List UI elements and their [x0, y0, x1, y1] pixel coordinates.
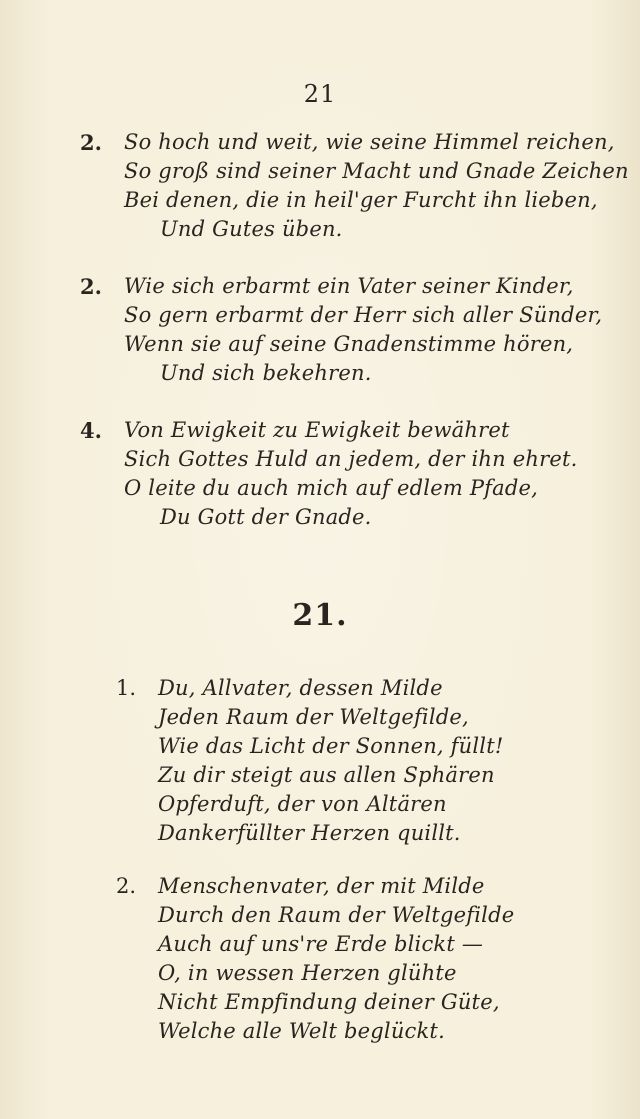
verse-line: So hoch und weit, wie seine Himmel reichen, — [124, 130, 615, 154]
verse-line: Durch den Raum der Weltgefilde — [158, 903, 515, 927]
verse-line: Opferduft, der von Altären — [158, 792, 447, 816]
verse-line: So groß sind seiner Macht und Gnade Zeichen — [124, 159, 629, 183]
verse-line: Du Gott der Gnade. — [160, 505, 372, 529]
verse-line: Von Ewigkeit zu Ewigkeit bewähret — [124, 418, 510, 442]
verse-line: Menschenvater, der mit Milde — [158, 874, 485, 898]
verse-line: Du, Allvater, dessen Milde — [158, 676, 443, 700]
stanza-number: 2. — [80, 130, 102, 155]
page-number: 21 — [303, 80, 337, 108]
stanza-number: 2. — [80, 274, 102, 299]
verse-line: So gern erbarmt der Herr sich aller Sünder, — [124, 303, 603, 327]
verse-line: Bei denen, die in heil'ger Furcht ihn lieben, — [124, 188, 598, 212]
verse-line: Nicht Empfindung deiner Güte, — [158, 990, 500, 1014]
verse-line: Wie sich erbarmt ein Vater seiner Kinder, — [124, 274, 574, 298]
stanza-number: 1. — [116, 676, 137, 700]
verse-line: Dankerfüllter Herzen quillt. — [158, 821, 461, 845]
verse-line: Und sich bekehren. — [160, 361, 372, 385]
verse-line: Zu dir steigt aus allen Sphären — [158, 763, 495, 787]
verse-line: Auch auf uns're Erde blickt — — [158, 932, 484, 956]
verse-line: Sich Gottes Huld an jedem, der ihn ehret. — [124, 447, 578, 471]
stanza-number: 2. — [116, 874, 137, 898]
verse-line: Jeden Raum der Weltgefilde, — [158, 705, 469, 729]
verse-line: Wie das Licht der Sonnen, füllt! — [158, 734, 504, 758]
stanza-number: 4. — [80, 418, 102, 443]
verse-line: Welche alle Welt beglückt. — [158, 1019, 445, 1043]
verse-line: Wenn sie auf seine Gnadenstimme hören, — [124, 332, 574, 356]
verse-line: O, in wessen Herzen glühte — [158, 961, 457, 985]
hymn-number: 21. — [292, 598, 348, 633]
verse-line: Und Gutes üben. — [160, 217, 343, 241]
verse-line: O leite du auch mich auf edlem Pfade, — [124, 476, 538, 500]
